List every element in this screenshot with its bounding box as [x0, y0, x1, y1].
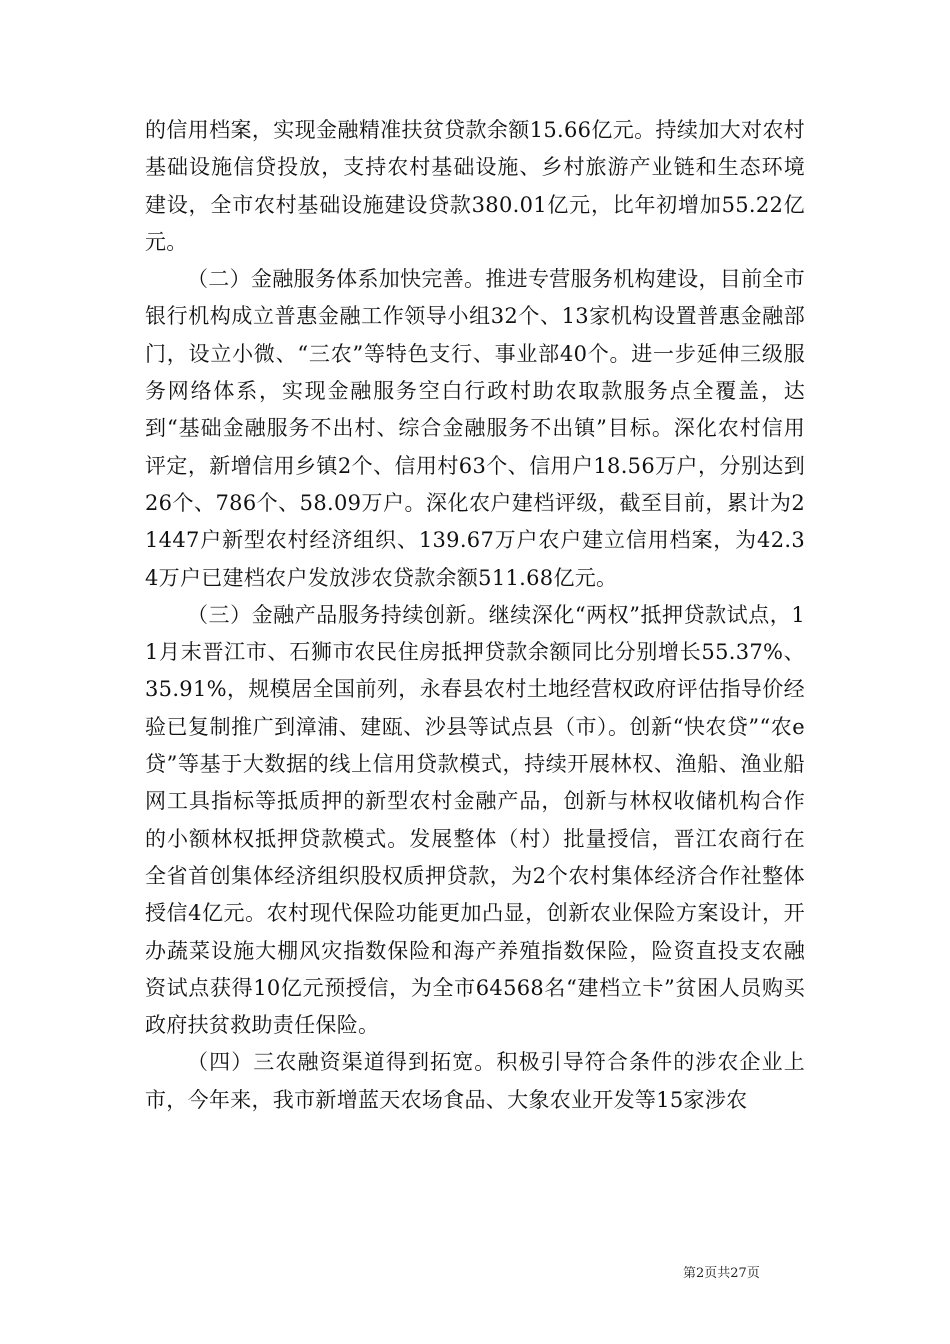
- page-number-footer: 第2页共27页: [683, 1266, 760, 1281]
- paragraph-financial-service-system: （二）金融服务体系加快完善。推进专营服务机构建设，目前全市银行机构成立普惠金融工作领导小组32个、13家机构设置普惠金融部门，设立小微、“三农”等特色支行、事业部40个。进一步延伸三级服务网络体系，实现金融服务空白行政村助农取款服务点全覆盖，达到“基础金融服务不出村、综合金融服务不出镇”目标。深化农村信用评定，新增信用乡镇2个、信用村63个、信用户18.56万户，分别达到26个、786个、58.09万户。深化农户建档评级，截至目前，累计为21447户新型农村经济组织、139.67万户农户建立信用档案，为42.34万户已建档农户发放涉农贷款余额511.68亿元。: [145, 267, 805, 590]
- paragraph-financial-product-innovation: （三）金融产品服务持续创新。继续深化“两权”抵押贷款试点，11月末晋江市、石狮市农民住房抵押贷款余额同比分别增长55.37%、35.91%，规模居全国前列，永春县农村土地经营权政府评估指导价经验已复制推广到漳浦、建瓯、沙县等试点县（市）。创新“快农贷”“农e贷”等基于大数据的线上信用贷款模式，持续开展林权、渔船、渔业船网工具指标等抵质押的新型农村金融产品，创新与林权收储机构合作的小额林权抵押贷款模式。发展整体（村）批量授信，晋江农商行在全省首创集体经济组织股权质押贷款，为2个农村集体经济合作社整体授信4亿元。农村现代保险功能更加凸显，创新农业保险方案设计，开办蔬菜设施大棚风灾指数保险和海产养殖指数保险，险资直投支农融资试点获得10亿元预授信，为全市64568名“建档立卡”贫困人员购买政府扶贫救助责任保险。: [145, 602, 805, 1038]
- document-body: [145, 112, 805, 1119]
- paragraph-financing-channels: （四）三农融资渠道得到拓宽。积极引导符合条件的涉农企业上市，今年来，我市新增蓝天农场食品、大象农业开发等15家涉农: [145, 1050, 805, 1112]
- paragraph-continuation: 的信用档案，实现金融精准扶贫贷款余额15.66亿元。持续加大对农村基础设施信贷投放，支持农村基础设施、乡村旅游产业链和生态环境建设，全市农村基础设施建设贷款380.01亿元，比年初增加55.22亿元。: [145, 118, 805, 254]
